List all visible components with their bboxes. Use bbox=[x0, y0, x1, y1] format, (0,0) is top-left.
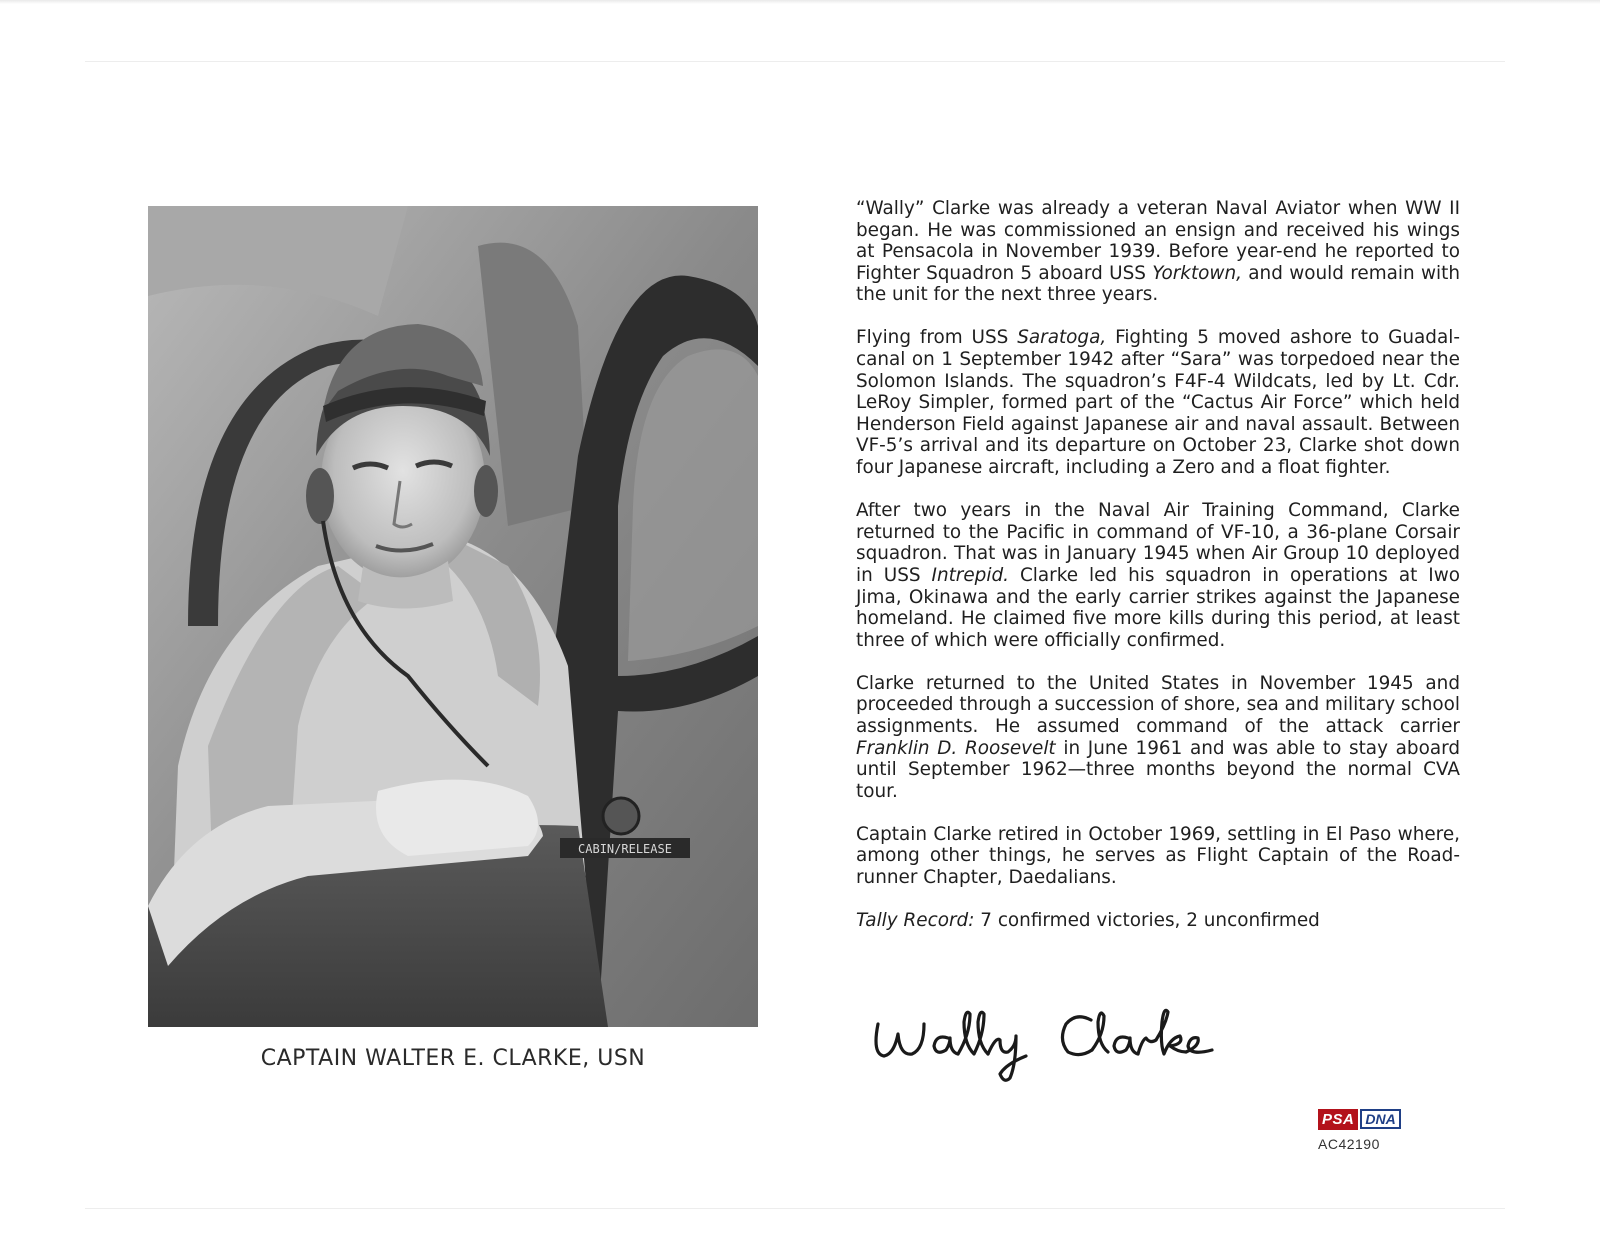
page-fold-line-top bbox=[85, 61, 1505, 62]
page-edge bbox=[0, 0, 1600, 4]
authentication-label bbox=[1318, 1106, 1428, 1152]
pilot-in-cockpit-photo-icon bbox=[148, 206, 758, 1027]
page-fold-line-bottom bbox=[85, 1208, 1505, 1209]
bio-paragraph-2: Flying from USS Saratoga, Fighting 5 moved ashore to Guadalcanal on 1 September 1942 after “Sara” was torpedoed near the Solomon Islands. The squadron’s F4F-4 Wildcats, led by Lt. Cdr. LeRoy Simpler, formed part of the “Cactus Air Force” which held Henderson Field against Japanese air and naval assault. Between VF-5’s arrival and its departure on October 23, Clarke shot down four Japanese aircraft, including a Zero and a float fighter. bbox=[856, 327, 1460, 479]
handwritten-signature-icon bbox=[866, 994, 1266, 1084]
tally-value: 7 confirmed victories, 2 unconfirmed bbox=[974, 910, 1320, 932]
bio-paragraph-4: Clarke returned to the United States in November 1945 and proceeded through a succession of shore, sea and military school assignments. He assumed command of the attack carrier Franklin D. Roosevelt in June 1961 and was able to stay aboard until September 1962—three months beyond the normal CVA tour. bbox=[856, 672, 1461, 802]
cabin-release-placard: CABIN/RELEASE bbox=[578, 842, 672, 856]
biography-text bbox=[856, 198, 1460, 953]
psa-dna-logo bbox=[1318, 1106, 1428, 1132]
certification-code: AC42190 bbox=[1318, 1136, 1380, 1152]
dna-logo-text: DNA bbox=[1360, 1109, 1400, 1129]
pilot-photo bbox=[148, 206, 758, 1027]
psa-logo-text: PSA bbox=[1318, 1109, 1358, 1130]
bio-paragraph-5: Captain Clarke retired in October 1969, settling in El Paso where, among other things, he serves as Flight Captain of the Roadrunner Chapter, Daedalians. bbox=[856, 823, 1460, 889]
bio-paragraph-1: “Wally” Clarke was already a veteran Naval Aviator when WW II began. He was commissioned an ensign and received his wings at Pensacola in November 1939. Before year-end he reported to Fighter Squadron 5 aboard USS Yorktown, and would remain with the unit for the next three years. bbox=[856, 198, 1461, 306]
tally-label: Tally Record: bbox=[856, 910, 975, 932]
bio-paragraph-3: After two years in the Naval Air Training Command, Clarke returned to the Pacific in command of VF-10, a 36-plane Corsair squadron. That was in January 1945 when Air Group 10 deployed in USS Intrepid. Clarke led his squadron in operations at Iwo Jima, Okinawa and the early carrier strikes against the Japanese homeland. He claimed five more kills during this period, at least three of which were officially confirmed. bbox=[856, 500, 1461, 651]
tally-record bbox=[856, 910, 1460, 932]
photo-caption: CAPTAIN WALTER E. CLARKE, USN bbox=[260, 1046, 646, 1071]
